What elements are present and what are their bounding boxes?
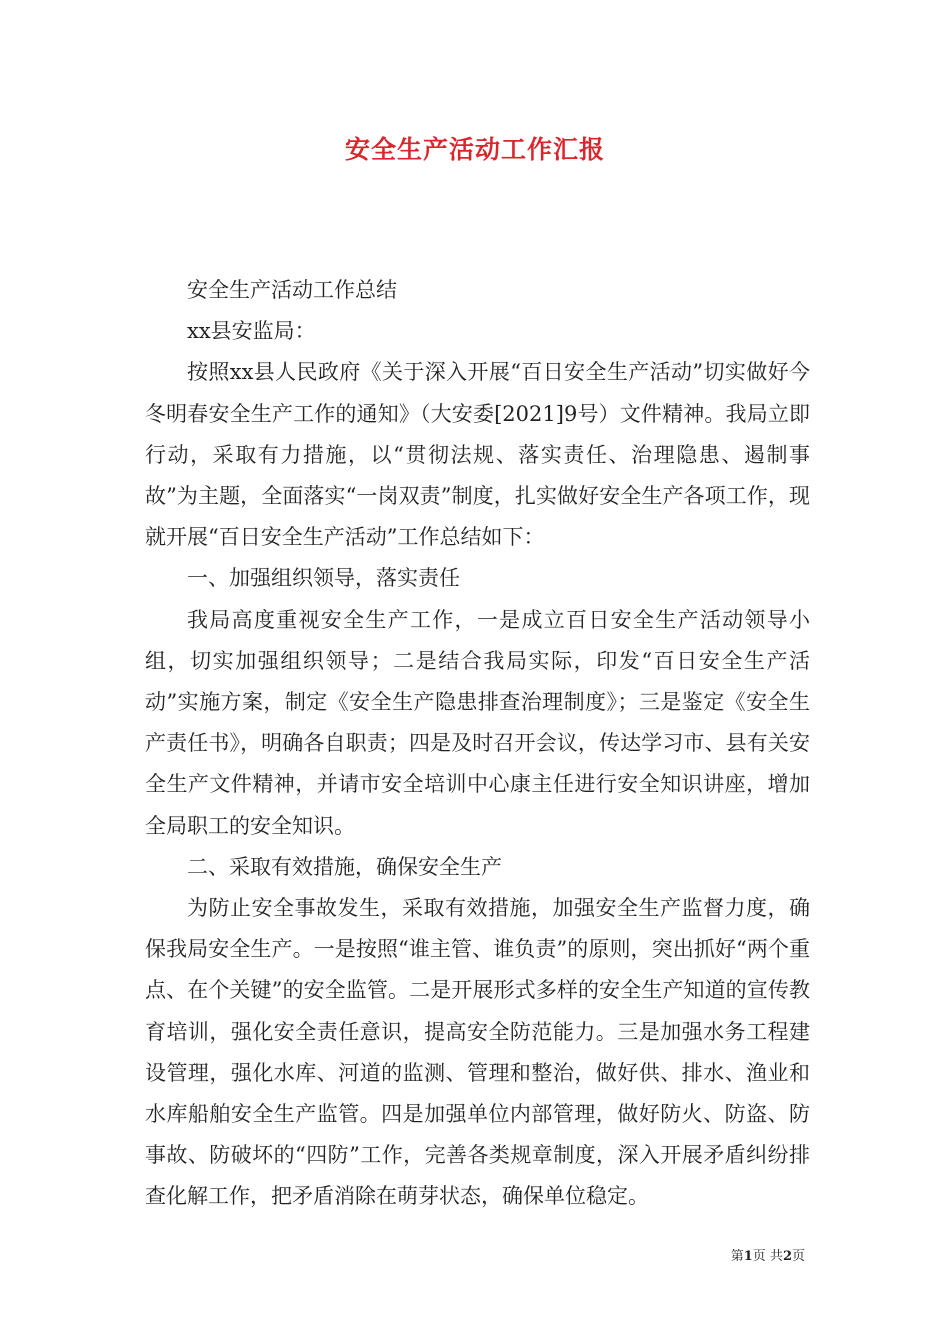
footer-current-page: 1 (743, 1249, 753, 1264)
document-body (145, 270, 810, 1218)
section-body-2: 为防止安全事故发生，采取有效措施，加强安全生产监督力度，确保我局安全生产。一是按照“谁主管、谁负责”的原则，突出抓好“两个重点、在个关键”的安全监管。二是开展形式多样的安全生产知道的宣传教育培训，强化安全责任意识，提高安全防范能力。三是加强水务工程建设管理，强化水库、河道的监测、管理和整治，做好供、排水、渔业和水库船舶安全生产监管。四是加强单位内部管理，做好防火、防盗、防事故、防破坏的“四防”工作，完善各类规章制度，深入开展矛盾纠纷排查化解工作，把矛盾消除在萌芽状态，确保单位稳定。 (145, 896, 810, 1209)
section-body-1: 我局高度重视安全生产工作，一是成立百日安全生产活动领导小组，切实加强组织领导；二是结合我局实际，印发“百日安全生产活动”实施方案，制定《安全生产隐患排查治理制度》；三是鉴定《安全生产责任书》，明确各自职责；四是及时召开会议，传达学习市、县有关安全生产文件精神，并请市安全培训中心康主任进行安全知识讲座，增加全局职工的安全知识。 (145, 607, 810, 838)
document-title: 安全生产活动工作汇报 (344, 135, 605, 164)
footer-prefix: 第 (730, 1249, 744, 1264)
footer-middle: 页 共 (752, 1249, 783, 1264)
footer-suffix: 页 (791, 1249, 805, 1264)
section-heading-2: 二、采取有效措施，确保安全生产 (187, 854, 502, 879)
footer-total-pages: 2 (782, 1249, 792, 1264)
page-footer (731, 1247, 805, 1267)
addressee: xx县安监局： (187, 319, 316, 344)
summary-heading: 安全生产活动工作总结 (187, 278, 397, 302)
section-heading-1: 一、加强组织领导，落实责任 (187, 566, 460, 591)
intro-paragraph: 按照xx县人民政府《关于深入开展“百日安全生产活动”切实做好今冬明春安全生产工作的通知》（大安委[2021]9号）文件精神。我局立即行动，采取有力措施，以“贯彻法规、落实责任、治理隐患、遏制事故”为主题，全面落实“一岗双责”制度，扎实做好安全生产各项工作，现就开展“百日安全生产活动”工作总结如下： (145, 360, 810, 550)
